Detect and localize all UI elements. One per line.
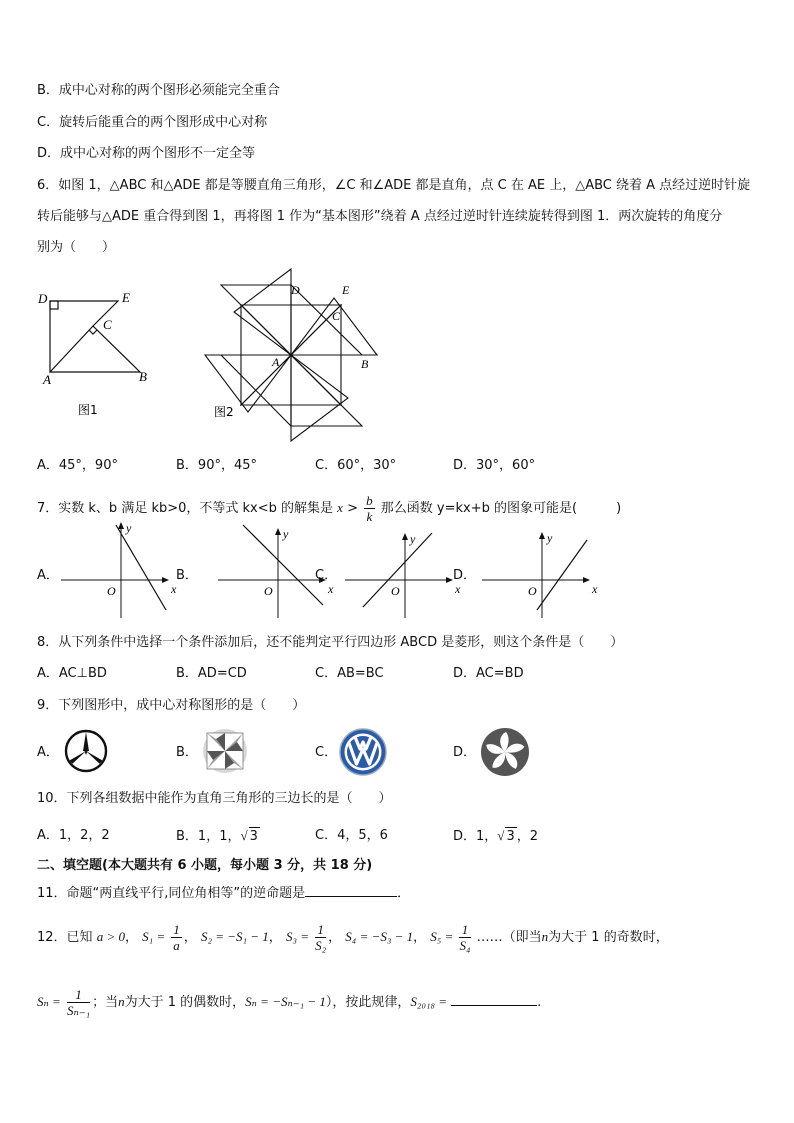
fig1-label-c: C	[103, 317, 112, 332]
q6-option-b: B．90°，45°	[176, 458, 258, 473]
q6-stem-line3: 别为（ ）	[37, 240, 116, 255]
q5-option-c: C．旋转后能重合的两个图形成中心对称	[37, 115, 268, 130]
q12-s5: S₅ =	[430, 929, 454, 944]
q12-cond: a > 0	[96, 929, 125, 944]
q7-graph-label-a: A．	[37, 568, 59, 583]
q12-tail-a: ……（即当	[476, 930, 542, 945]
q8-option-d: D．AC=BD	[453, 666, 524, 681]
q7-x: x	[337, 500, 343, 515]
q10-option-b-radicand: 3	[249, 829, 258, 844]
section-2-heading: 二、填空题(本大题共有 6 小题，每小题 3 分，共 18 分)	[37, 858, 373, 873]
q7-frac-num: b	[366, 493, 373, 508]
fig2-label-c: C	[332, 309, 341, 323]
q7-graph-a	[59, 521, 177, 617]
vw-logo-icon	[338, 727, 388, 777]
q10-option-d: D．1，√ 3 ，2	[453, 828, 538, 844]
pinwheel-icon	[201, 727, 249, 775]
q9-label-d: D．	[453, 745, 477, 760]
q12-mid-b: 为大于 1 的偶数时，	[124, 995, 246, 1010]
q6-figure-2	[205, 265, 380, 447]
x-axis-arrow	[446, 577, 453, 583]
x-axis-arrow	[583, 577, 590, 583]
fig1-label-e: E	[122, 290, 130, 305]
fig1-label-d: D	[38, 291, 48, 306]
q10-option-c: C．4，5，6	[315, 828, 388, 843]
fig2-label-e: E	[342, 283, 350, 297]
q11-end: ．	[397, 886, 411, 901]
q6-option-d: D．30°，60°	[453, 458, 536, 473]
y-axis-arrow	[539, 532, 545, 539]
q7-frac-den: k	[366, 509, 373, 524]
q7-stem-pre: 7．实数 k、b 满足 kb>0，不等式 kx<b 的解集是	[37, 501, 334, 516]
q12-s3-den: S₂	[315, 938, 327, 953]
q10-option-a: A．1，2，2	[37, 828, 110, 843]
bauhinia-flag-icon	[480, 727, 530, 777]
q7-stem-post: 那么函数 y=kx+b 的图象可能是( )	[380, 501, 622, 516]
fig1-label-a: A	[43, 372, 51, 387]
q12-s3-num: 1	[315, 922, 326, 938]
q12-s5-num: 1	[459, 922, 470, 938]
q12-s1-num: 1	[173, 922, 180, 937]
q12-end: .	[537, 995, 542, 1010]
fig2-label-d: D	[291, 283, 300, 297]
fig1-label-b: B	[139, 369, 147, 384]
q10-option-d-tail: ，2	[516, 829, 538, 844]
q12-s3-frac	[315, 922, 326, 953]
function-line	[116, 525, 166, 610]
q12-rule: Sₙ = −Sₙ₋₁ − 1	[245, 994, 326, 1009]
x-axis-label: x	[592, 582, 598, 596]
mercedes-logo-icon	[62, 727, 110, 775]
q11-answer-blank	[305, 884, 397, 897]
q12-s2: S₂ = −S₁ − 1	[200, 929, 269, 944]
q7-graph-label-c: C．	[315, 568, 338, 583]
q12-s1-frac	[171, 922, 182, 953]
q6-figure-1	[30, 285, 160, 420]
q9-stem: 9．下列图形中，成中心对称图形的是（ ）	[37, 698, 306, 713]
q12-sn-den: Sₙ₋₁	[66, 1003, 91, 1018]
q6-option-c: C．60°，30°	[315, 458, 397, 473]
q12-s3: S₃ =	[285, 929, 309, 944]
fig2-label-b: B	[361, 357, 369, 371]
q6-stem-line1: 6．如图 1，△ABC 和△ADE 都是等腰直角三角形，∠C 和∠ADE 都是直角，点 C 在 AE 上，△ABC 绕着 A 点经过逆时针旋	[37, 178, 751, 193]
q12-line1: 12．已知 a > 0， S₁ = $\frac{1}{a}$ ， S₂ = −S₁ − 1， S₃ = $\frac{1}{\text{S₂}}$ ， S₄ = −S₃ − 1， S₅ = $\frac{1}{\text{S₄}}$ ……（即当n为大于 1 的奇数时，	[37, 922, 669, 953]
q9-label-a: A．	[37, 745, 59, 760]
origin-label: O	[391, 584, 400, 598]
q12-line2	[37, 985, 541, 1020]
q12-tail-b: 为大于 1 的奇数时，	[548, 930, 669, 945]
q12-s1: S₁ =	[142, 929, 166, 944]
q12-mid-a: ；当	[92, 995, 119, 1010]
q7-fraction	[364, 493, 375, 524]
q12-target: S₂₀₁₈ =	[410, 994, 448, 1009]
q8-stem: 8．从下列条件中选择一个条件添加后，还不能判定平行四边形 ABCD 是菱形，则这个条件是（ ）	[37, 635, 624, 650]
q7-gt: >	[347, 501, 358, 516]
y-axis-arrow	[402, 533, 408, 540]
q10-option-b-text: B．1，1，	[176, 829, 241, 844]
q12-n: n	[541, 929, 549, 944]
q10-option-b: B．1，1，√ 3	[176, 828, 258, 844]
q12-sn-frac	[67, 987, 90, 1018]
q8-option-a: A．AC⊥BD	[37, 666, 107, 681]
q10-stem: 10．下列各组数据中能作为直角三角形的三边长的是（ ）	[37, 791, 392, 806]
q7-stem	[37, 493, 621, 524]
y-axis-label: y	[410, 532, 416, 546]
x-axis-label: x	[328, 582, 334, 596]
q10-option-d-radicand: 3	[506, 829, 515, 844]
fig1-caption: 图1	[78, 403, 98, 417]
q6-option-a: A．45°，90°	[37, 458, 118, 473]
fig2-caption: 图2	[214, 405, 234, 419]
q7-graph-b	[198, 527, 334, 623]
q8-option-c: C．AB=BC	[315, 666, 384, 681]
q7-graph-label-d: D．	[453, 568, 477, 583]
y-axis-label: y	[283, 527, 289, 541]
q12-s5-frac	[459, 922, 470, 953]
q7-graph-c	[337, 532, 461, 628]
q12-s4: S₄ = −S₃ − 1	[345, 929, 414, 944]
y-axis-arrow	[118, 522, 124, 529]
q7-graph-d	[475, 531, 598, 627]
q12-sn-num: 1	[67, 987, 90, 1003]
q10-option-d-text: D．1，	[453, 829, 498, 844]
origin-label: O	[107, 584, 116, 598]
fig2-label-a: A	[272, 355, 280, 369]
q12-sn: Sₙ =	[37, 994, 61, 1009]
y-axis-arrow	[275, 528, 281, 535]
q7-graph-label-b: B．	[176, 568, 198, 583]
q6-stem-line2: 转后能够与△ADE 重合得到图 1，再将图 1 作为“基本图形”绕着 A 点经过逆时针连续旋转得到图 1．两次旋转的角度分	[37, 209, 723, 224]
q11	[37, 884, 410, 903]
y-axis-label: y	[126, 521, 132, 535]
q9-label-b: B．	[176, 745, 198, 760]
q11-text: 11．命题“两直线平行,同位角相等”的逆命题是	[37, 886, 306, 901]
q5-option-b: B．成中心对称的两个图形必须能完全重合	[37, 83, 280, 98]
q12-n2: n	[118, 994, 125, 1009]
q12-mid-c: ），按此规律，	[325, 995, 411, 1010]
origin-label: O	[528, 584, 537, 598]
q8-option-b: B．AD=CD	[176, 666, 247, 681]
x-axis-label: x	[455, 582, 461, 596]
x-axis-arrow	[162, 577, 169, 583]
y-axis-label: y	[547, 531, 553, 545]
origin-label: O	[264, 584, 273, 598]
q12-answer-blank	[451, 993, 537, 1006]
q12-pre: 12．已知	[37, 930, 93, 945]
x-axis-label: x	[171, 582, 177, 596]
q12-s1-den: a	[173, 938, 180, 953]
q12-s5-den: S₄	[459, 938, 471, 953]
q9-label-c: C．	[315, 745, 338, 760]
q5-option-d: D．成中心对称的两个图形不一定全等	[37, 146, 256, 161]
function-line	[537, 540, 587, 610]
